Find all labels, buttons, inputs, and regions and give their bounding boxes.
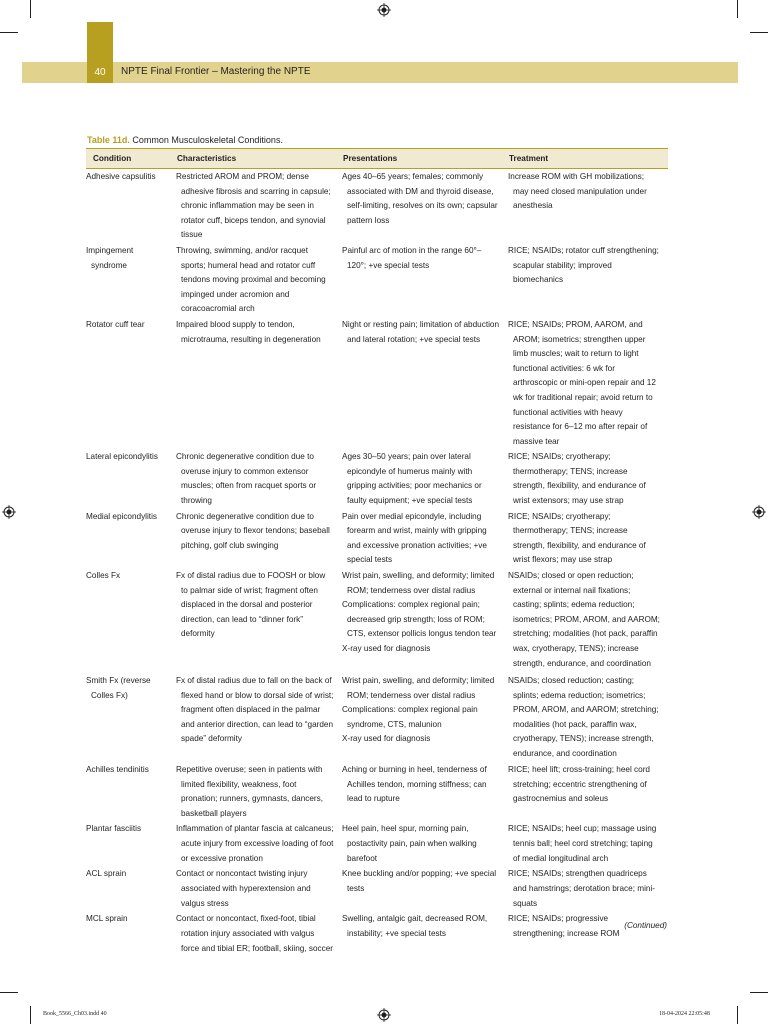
characteristics-cell: Contact or noncontact, fixed-foot, tibial rotation injury associated with valgus force and tibial ER; football, skiing, soccer bbox=[176, 914, 333, 953]
treatment-cell: RICE; NSAIDs; rotator cuff strengthening; scapular stability; improved biomechanics bbox=[508, 245, 659, 285]
treatment-cell: NSAIDs; closed or open reduction; external or internal nail fixations; casting; splints; edema reduction; isometrics; PROM, AROM, and AAROM; stretching; modalities (hot pack, paraffin wax, cryotherapy, TENS); increase strength, endurance, and coordination bbox=[508, 571, 660, 668]
table-caption bbox=[87, 135, 283, 146]
crop-mark bbox=[750, 992, 768, 993]
treatment-cell: RICE; NSAIDs; heel cup; massage using tennis ball; heel cord stretching; taping of medial longitudinal arch bbox=[508, 824, 657, 863]
table-row bbox=[86, 673, 668, 762]
condition-cell: Plantar fasciitis bbox=[86, 824, 142, 834]
treatment-cell: RICE; NSAIDs; cryotherapy; thermotherapy; TENS; increase strength, flexibility, and endurance of wrist extensors; may use strap bbox=[508, 452, 646, 506]
treatment-cell: Increase ROM with GH mobilizations; may need closed manipulation under anesthesia bbox=[508, 172, 647, 211]
characteristics-cell: Inflammation of plantar fascia at calcaneus; acute injury from excessive loading of foot or excessive pronation bbox=[176, 824, 334, 863]
musculoskeletal-conditions-table bbox=[86, 148, 668, 956]
presentations-line: Complications: complex regional pain; decreased grip strength; loss of ROM; CTS, extensor pollicis longus tendon tear bbox=[342, 600, 497, 639]
registration-mark-icon bbox=[2, 505, 16, 519]
treatment-cell: NSAIDs; closed reduction; casting; splints; edema reduction; isometrics; PROM, AROM, and AAROM; stretching; modalities (hot pack, paraffin wax, cryotherapy, TENS); increase strength, endurance, and coordination bbox=[508, 676, 659, 758]
slug-filename: Book_5566_Ch03.indd 40 bbox=[43, 1011, 107, 1017]
characteristics-cell: Fx of distal radius due to fall on the back of flexed hand or blow to dorsal side of wrist; fragment often displaced in the palmar and anterior direction, can lead to “garden spade” deformity bbox=[176, 676, 334, 744]
registration-mark-icon bbox=[377, 1008, 391, 1022]
table-row bbox=[86, 243, 668, 317]
characteristics-cell: Repetitive overuse; seen in patients with limited flexibility, weakness, foot pronation; runners, gymnasts, dancers, basketball players bbox=[176, 765, 323, 818]
crop-mark bbox=[737, 0, 738, 18]
slug-datetime: 18-04-2024 22:05:48 bbox=[659, 1011, 710, 1017]
characteristics-cell: Fx of distal radius due to FOOSH or blow to palmar side of wrist; fragment often displaced in the dorsal and posterior direction, can lead to “dinner fork” deformity bbox=[176, 571, 326, 639]
table-row bbox=[86, 866, 668, 911]
treatment-cell: RICE; heel lift; cross-training; heel cord stretching; eccentric strengthening of gastrocnemius and soleus bbox=[508, 765, 650, 804]
treatment-cell: RICE; NSAIDs; strengthen quadriceps and hamstrings; derotation brace; mini-squats bbox=[508, 869, 655, 908]
table-row bbox=[86, 449, 668, 508]
condition-cell: Colles Fx bbox=[86, 571, 121, 581]
running-title: NPTE Final Frontier – Mastering the NPTE bbox=[121, 66, 311, 77]
presentations-line: Wrist pain, swelling, and deformity; limited ROM; tenderness over distal radius bbox=[342, 571, 495, 595]
presentations-cell: Night or resting pain; limitation of abduction and lateral rotation; +ve special tests bbox=[342, 319, 500, 344]
crop-mark bbox=[0, 32, 18, 33]
presentations-cell: Heel pain, heel spur, morning pain, postactivity pain, pain when walking barefoot bbox=[342, 824, 477, 863]
condition-cell: MCL sprain bbox=[86, 914, 128, 924]
characteristics-cell: Chronic degenerative condition due to overuse injury to common extensor muscles; often from racquet sports or throwing bbox=[176, 452, 317, 506]
crop-mark bbox=[737, 1006, 738, 1024]
characteristics-cell: Restricted AROM and PROM; dense adhesive fibrosis and scarring in capsule; chronic inflammation may be seen in rotator cuff, biceps tendon, and synovial tissue bbox=[176, 172, 331, 240]
column-header-condition: Condition bbox=[86, 149, 176, 169]
condition-cell: Lateral epicondylitis bbox=[86, 452, 158, 462]
table-number: Table 11d. bbox=[87, 135, 130, 145]
treatment-cell: RICE; NSAIDs; cryotherapy; thermotherapy; TENS; increase strength, flexibility, and endurance of wrist flexors; may use strap bbox=[508, 511, 646, 565]
presentations-cell: Pain over medial epicondyle, including forearm and wrist, mainly with gripping and excessive pronation activities; +ve special tests bbox=[342, 511, 487, 565]
table-title: Common Musculoskeletal Conditions. bbox=[132, 135, 283, 145]
condition-cell: Impingement syndrome bbox=[86, 245, 134, 270]
presentations-line: Complications: complex regional pain syndrome, CTS, malunion bbox=[342, 705, 478, 729]
condition-cell: Rotator cuff tear bbox=[86, 319, 145, 329]
presentations-cell: Ages 40–65 years; females; commonly associated with DM and thyroid disease, self-limiting, resolves on its own; capsular pattern loss bbox=[342, 172, 498, 225]
crop-mark bbox=[30, 1006, 31, 1024]
presentations-line: X-ray used for diagnosis bbox=[342, 734, 431, 744]
table-row bbox=[86, 911, 668, 956]
registration-mark-icon bbox=[377, 3, 391, 17]
table-row bbox=[86, 317, 668, 449]
presentations-cell: Aching or burning in heel, tenderness of Achilles tendon, morning stiffness; can lead to rupture bbox=[342, 765, 487, 804]
crop-mark bbox=[0, 992, 18, 993]
presentations-cell: Knee buckling and/or popping; +ve special tests bbox=[342, 869, 497, 893]
page-number: 40 bbox=[94, 67, 106, 78]
column-header-presentations: Presentations bbox=[342, 149, 508, 169]
table-row bbox=[86, 568, 668, 673]
characteristics-cell: Contact or noncontact twisting injury associated with hyperextension and valgus stress bbox=[176, 869, 311, 908]
crop-mark bbox=[30, 0, 31, 18]
presentations-line: Wrist pain, swelling, and deformity; limited ROM; tenderness over distal radius bbox=[342, 676, 495, 700]
condition-cell: Adhesive capsulitis bbox=[86, 172, 156, 181]
presentations-cell: Ages 30–50 years; pain over lateral epicondyle of humerus mainly with gripping activities; poor mechanics or faulty equipment; +ve special tests bbox=[342, 452, 482, 506]
condition-cell: Medial epicondylitis bbox=[86, 511, 157, 521]
treatment-cell: RICE; NSAIDs; progressive strengthening; increase ROM bbox=[508, 914, 620, 938]
condition-cell: Achilles tendinitis bbox=[86, 765, 149, 775]
presentations-line: X-ray used for diagnosis bbox=[342, 644, 431, 653]
table-header-row bbox=[86, 149, 668, 169]
characteristics-cell: Throwing, swimming, and/or racquet sports; humeral head and rotator cuff tendons moving proximal and becoming impinged under acromion and coracoacromial arch bbox=[176, 245, 326, 314]
characteristics-cell: Chronic degenerative condition due to overuse injury to flexor tendons; baseball pitching, golf club swinging bbox=[176, 511, 330, 550]
condition-cell: ACL sprain bbox=[86, 869, 127, 879]
column-header-characteristics: Characteristics bbox=[176, 149, 342, 169]
treatment-cell: RICE; NSAIDs; PROM, AAROM, and AROM; isometrics; strengthen upper limb muscles; wait to return to light functional activities: 6 wk for arthroscopic or mini-open repair and 12 wk for traditional repair; avoid return to functional activities with heavy resistance for 6–12 mo after repair of massive tear bbox=[508, 319, 656, 446]
column-header-treatment: Treatment bbox=[508, 149, 668, 169]
table-row bbox=[86, 821, 668, 866]
presentations-cell: Painful arc of motion in the range 60°–120°; +ve special tests bbox=[342, 245, 482, 270]
table-row bbox=[86, 762, 668, 821]
registration-mark-icon bbox=[752, 505, 766, 519]
characteristics-cell: Impaired blood supply to tendon, microtrauma, resulting in degeneration bbox=[176, 319, 321, 344]
page-number-tab bbox=[87, 22, 113, 83]
crop-mark bbox=[750, 32, 768, 33]
condition-cell: Smith Fx (reverse Colles Fx) bbox=[86, 676, 151, 700]
table-row bbox=[86, 509, 668, 568]
table-row bbox=[86, 169, 668, 243]
continued-label: (Continued) bbox=[624, 921, 667, 930]
presentations-cell: Swelling, antalgic gait, decreased ROM, instability; +ve special tests bbox=[342, 914, 488, 938]
